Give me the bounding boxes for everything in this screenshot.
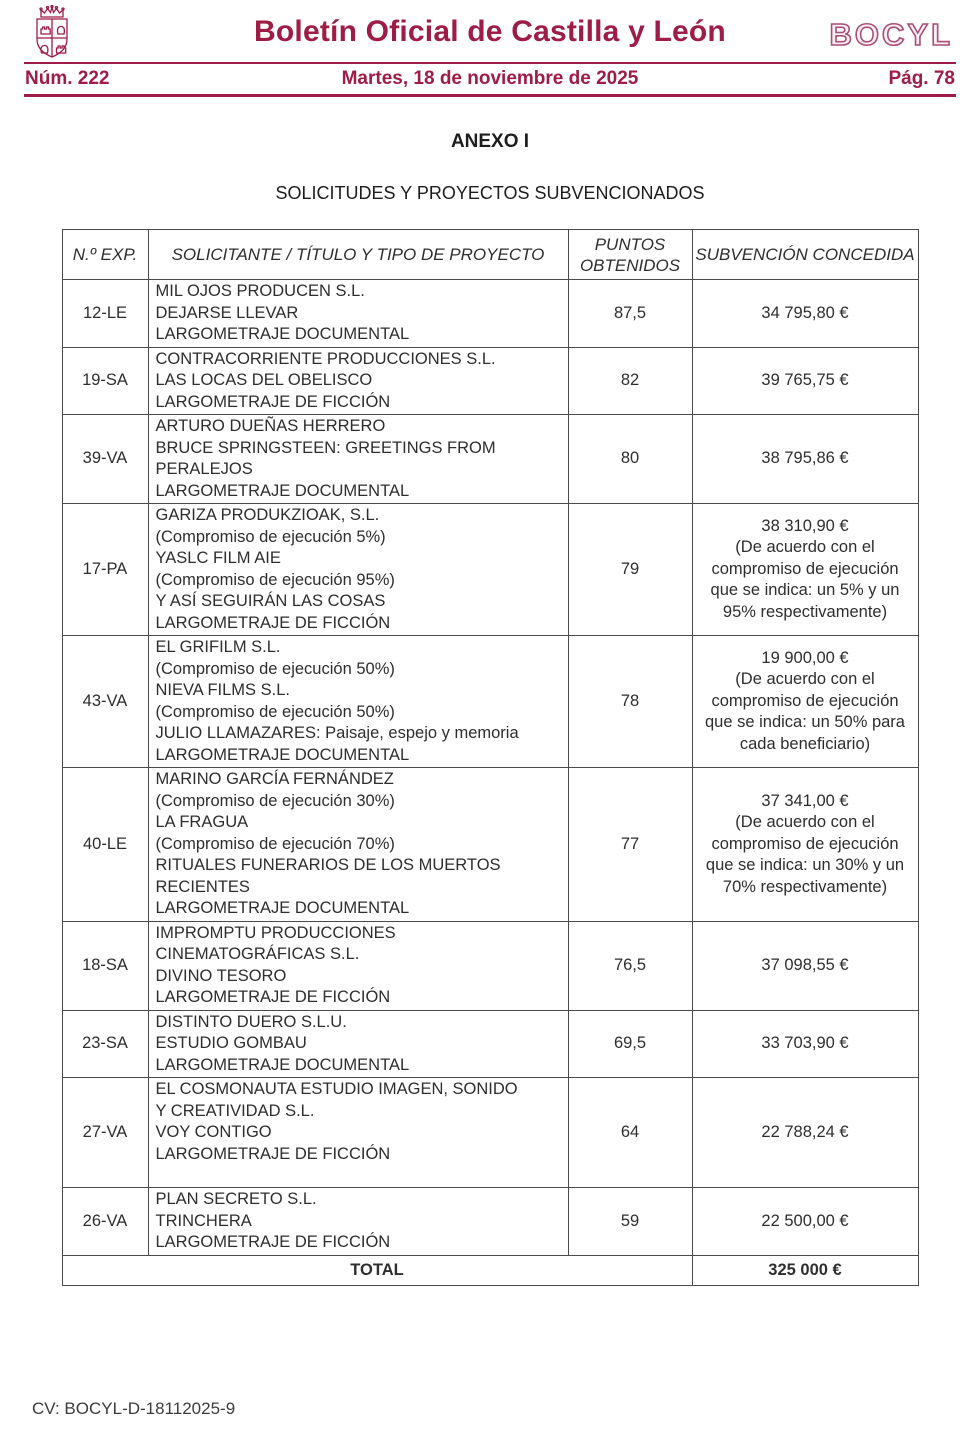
- solicitante-line: LARGOMETRAJE DOCUMENTAL: [155, 325, 410, 343]
- table-row: [62, 280, 918, 348]
- solicitante-cell: [148, 768, 568, 922]
- exp-cell: 39-VA: [62, 415, 148, 504]
- cv-verification-code: CV: BOCYL-D-18112025-9: [32, 1399, 236, 1418]
- table-footer: [62, 1255, 918, 1286]
- subvencion-cell: [692, 415, 918, 504]
- masthead-info-row: [25, 66, 955, 92]
- solicitante-line: (Compromiso de ejecución 50%): [155, 702, 395, 721]
- solicitante-line: JULIO LLAMAZARES: Paisaje, espejo y memoria: [155, 724, 519, 742]
- masthead-bottom-rule: [24, 94, 956, 97]
- solicitante-cell: [148, 504, 568, 636]
- subvencion-cell: [692, 1188, 918, 1256]
- subvencion-cell: [692, 504, 918, 636]
- puntos-cell: 77: [568, 768, 692, 922]
- exp-cell: 12-LE: [62, 280, 148, 348]
- issue-number: Núm. 222: [25, 68, 110, 89]
- exp-cell: 26-VA: [62, 1188, 148, 1256]
- solicitante-line: GARIZA PRODUKZIOAK, S.L.: [155, 506, 380, 524]
- bulletin-title: Boletín Oficial de Castilla y León: [254, 15, 726, 48]
- solicitante-line: BRUCE SPRINGSTEEN: GREETINGS FROM: [155, 438, 496, 457]
- table-row: [62, 504, 918, 636]
- solicitante-line: LARGOMETRAJE DOCUMENTAL: [155, 1055, 410, 1074]
- puntos-cell: 78: [568, 636, 692, 768]
- solicitante-cell: [148, 1010, 568, 1078]
- issue-date: Martes, 18 de noviembre de 2025: [341, 68, 639, 89]
- exp-cell: 18-SA: [62, 921, 148, 1010]
- subvencion-line: 70% respectivamente): [722, 877, 888, 896]
- total-row: [62, 1255, 918, 1286]
- solicitante-cell: [148, 280, 568, 348]
- table-row: [62, 921, 918, 1010]
- solicitante-line: ARTURO DUEÑAS HERRERO: [155, 417, 386, 435]
- exp-cell: 19-SA: [62, 347, 148, 415]
- subvencion-cell: [692, 921, 918, 1010]
- total-label: TOTAL: [62, 1255, 692, 1286]
- solicitante-line: TRINCHERA: [155, 1211, 252, 1230]
- solicitante-line: DIVINO TESORO: [155, 966, 287, 985]
- masthead: [0, 0, 980, 97]
- subvencion-line: 33 703,90 €: [761, 1034, 849, 1052]
- solicitante-line: CINEMATOGRÁFICAS S.L.: [155, 945, 360, 963]
- solicitante-line: LARGOMETRAJE DE FICCIÓN: [155, 988, 391, 1006]
- solicitante-cell: [148, 347, 568, 415]
- exp-cell: 40-LE: [62, 768, 148, 922]
- solicitante-line: MARINO GARCÍA FERNÁNDEZ: [155, 770, 394, 788]
- subvencion-line: que se indica: un 5% y un: [710, 581, 900, 600]
- subvencion-cell: [692, 636, 918, 768]
- solicitante-line: NIEVA FILMS S.L.: [155, 681, 290, 699]
- grants-table: [62, 229, 919, 1286]
- solicitante-line: RITUALES FUNERARIOS DE LOS MUERTOS: [155, 856, 501, 874]
- puntos-cell: 79: [568, 504, 692, 636]
- solicitante-line: (Compromiso de ejecución 5%): [155, 527, 386, 546]
- table-body: [62, 280, 918, 1256]
- exp-cell: 27-VA: [62, 1078, 148, 1188]
- subvencion-line: que se indica: un 30% y un: [705, 856, 905, 874]
- subvencion-line: 37 341,00 €: [761, 791, 849, 810]
- solicitante-cell: [148, 1188, 568, 1256]
- solicitante-line: Y ASÍ SEGUIRÁN LAS COSAS: [155, 592, 386, 610]
- exp-cell: 43-VA: [62, 636, 148, 768]
- solicitante-line: LARGOMETRAJE DOCUMENTAL: [155, 899, 410, 917]
- subvencion-line: cada beneficiario): [739, 734, 871, 753]
- solicitante-line: VOY CONTIGO: [155, 1123, 272, 1141]
- solicitante-line: LARGOMETRAJE DOCUMENTAL: [155, 481, 410, 500]
- subvencion-line: 22 788,24 €: [761, 1122, 849, 1141]
- subvencion-line: (De acuerdo con el: [735, 813, 875, 831]
- subvencion-cell: [692, 768, 918, 922]
- table-row: [62, 636, 918, 768]
- document-subtitle: SOLICITUDES Y PROYECTOS SUBVENCIONADOS: [275, 183, 705, 203]
- subvencion-line: (De acuerdo con el: [735, 670, 875, 689]
- puntos-cell: 64: [568, 1078, 692, 1188]
- table-header: [62, 230, 918, 280]
- subvencion-line: que se indica: un 50% para: [705, 713, 905, 732]
- solicitante-line: LAS LOCAS DEL OBELISCO: [155, 371, 373, 389]
- page-number: Pág. 78: [888, 68, 955, 89]
- subvencion-line: 38 310,90 €: [761, 516, 849, 535]
- table-row: [62, 1188, 918, 1256]
- solicitante-line: (Compromiso de ejecución 30%): [155, 791, 395, 810]
- solicitante-cell: [148, 921, 568, 1010]
- puntos-cell: 87,5: [568, 280, 692, 348]
- subvencion-line: compromiso de ejecución: [711, 691, 899, 710]
- puntos-cell: 82: [568, 347, 692, 415]
- subvencion-line: 95% respectivamente): [722, 602, 888, 621]
- solicitante-line: CONTRACORRIENTE PRODUCCIONES S.L.: [155, 349, 496, 368]
- solicitante-line: YASLC FILM AIE: [155, 549, 281, 567]
- col-header-subvencion: SUBVENCIÓN CONCEDIDA: [692, 230, 918, 280]
- solicitante-line: PLAN SECRETO S.L.: [155, 1190, 317, 1208]
- solicitante-line: LARGOMETRAJE DE FICCIÓN: [155, 392, 391, 411]
- solicitante-line: RECIENTES: [155, 877, 250, 896]
- subvencion-line: compromiso de ejecución: [711, 559, 899, 578]
- solicitante-line: LA FRAGUA: [155, 813, 249, 831]
- solicitante-line: (Compromiso de ejecución 95%): [155, 570, 395, 589]
- solicitante-line: DEJARSE LLEVAR: [155, 303, 299, 322]
- subvencion-line: (De acuerdo con el: [735, 538, 875, 557]
- subvencion-cell: [692, 347, 918, 415]
- solicitante-line: IMPROMPTU PRODUCCIONES: [155, 923, 396, 942]
- annex-title: ANEXO I: [450, 131, 530, 152]
- solicitante-cell: [148, 636, 568, 768]
- subvencion-cell: [692, 1010, 918, 1078]
- solicitante-line: ESTUDIO GOMBAU: [155, 1034, 307, 1052]
- solicitante-line: MIL OJOS PRODUCEN S.L.: [155, 282, 365, 300]
- exp-cell: 23-SA: [62, 1010, 148, 1078]
- solicitante-cell: [148, 1078, 568, 1188]
- solicitante-line: (Compromiso de ejecución 50%): [155, 659, 395, 678]
- puntos-cell: 76,5: [568, 921, 692, 1010]
- subvencion-line: 19 900,00 €: [761, 648, 849, 667]
- subvencion-cell: [692, 280, 918, 348]
- masthead-top-rule: [24, 62, 956, 64]
- solicitante-line: DISTINTO DUERO S.L.U.: [155, 1012, 347, 1031]
- col-header-puntos: PUNTOS OBTENIDOS: [568, 230, 692, 280]
- puntos-cell: 69,5: [568, 1010, 692, 1078]
- solicitante-line: EL COSMONAUTA ESTUDIO IMAGEN, SONIDO: [155, 1080, 518, 1098]
- subvencion-cell: [692, 1078, 918, 1188]
- solicitante-line: LARGOMETRAJE DOCUMENTAL: [155, 745, 410, 764]
- solicitante-cell: [148, 415, 568, 504]
- solicitante-line: PERALEJOS: [155, 460, 253, 478]
- solicitante-line: Y CREATIVIDAD S.L.: [155, 1101, 315, 1120]
- header-row: [62, 230, 918, 280]
- puntos-cell: 80: [568, 415, 692, 504]
- solicitante-line: (Compromiso de ejecución 70%): [155, 834, 395, 853]
- total-value: 325 000 €: [692, 1255, 918, 1286]
- subvencion-line: 37 098,55 €: [761, 955, 849, 974]
- puntos-cell: 59: [568, 1188, 692, 1256]
- subvencion-line: compromiso de ejecución: [711, 834, 899, 853]
- table-row: [62, 347, 918, 415]
- subvencion-line: 38 795,86 €: [761, 449, 849, 468]
- table-row: [62, 768, 918, 922]
- bocyl-logo: BOCYL: [829, 17, 953, 52]
- subvencion-line: 39 765,75 €: [761, 371, 849, 389]
- solicitante-line: LARGOMETRAJE DE FICCIÓN: [155, 1144, 391, 1163]
- exp-cell: 17-PA: [62, 504, 148, 636]
- table-row: [62, 415, 918, 504]
- col-header-exp: N.º EXP.: [62, 230, 148, 280]
- col-header-solicitante: SOLICITANTE / TÍTULO Y TIPO DE PROYECTO: [148, 230, 568, 280]
- solicitante-line: LARGOMETRAJE DE FICCIÓN: [155, 613, 391, 632]
- subvencion-line: 34 795,80 €: [761, 303, 849, 322]
- solicitante-line: LARGOMETRAJE DE FICCIÓN: [155, 1233, 391, 1251]
- solicitante-line: EL GRIFILM S.L.: [155, 638, 281, 656]
- table-row: [62, 1078, 918, 1188]
- table-row: [62, 1010, 918, 1078]
- subvencion-line: 22 500,00 €: [761, 1211, 849, 1230]
- castilla-y-leon-coat-of-arms-icon: [27, 5, 77, 66]
